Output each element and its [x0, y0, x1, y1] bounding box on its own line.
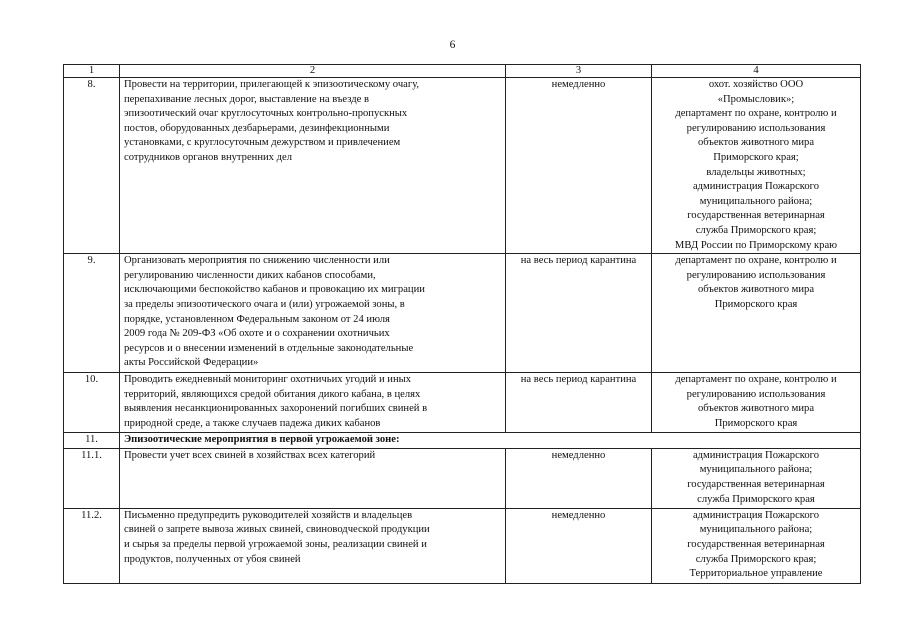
row-number: 11.	[64, 433, 120, 449]
measures-table	[63, 64, 861, 584]
header-cell: 4	[652, 65, 861, 78]
row-number: 8.	[64, 78, 120, 254]
row-number: 11.1.	[64, 448, 120, 508]
responsible-cell: администрация Пожарского муниципального района; государственная ветеринарная служба Приморского края; Территориальное управление	[652, 508, 861, 583]
table-row	[64, 448, 861, 508]
responsible-cell: охот. хозяйство ООО «Промысловик»; департамент по охране, контролю и регулированию использования объектов животного мира Приморского края; владельцы животных; администрация Пожарского муниципального района; государственная ветеринарная служба Приморского края; МВД России по Приморскому краю	[652, 78, 861, 254]
header-cell: 2	[120, 65, 506, 78]
action-cell: Организовать мероприятия по снижению численности или регулированию численности диких кабанов способами, исключающими беспокойство кабанов и провокацию их миграции за пределы эпизоотического очага и (или) угрожаемой зоны, в порядке, установленном Федеральным законом от 24 июля 2009 года № 209-ФЗ «Об охоте и о сохранении охотничьих ресурсов и о внесении изменений в отдельные законодательные акты Российской Федерации»	[120, 254, 506, 373]
action-cell: Письменно предупредить руководителей хозяйств и владельцев свиней о запрете вывоза живых свиней, свиноводческой продукции и сырья за пределы первой угрожаемой зоны, реализации свиней и продуктов, полученных от убоя свиней	[120, 508, 506, 583]
action-cell: Провести учет всех свиней в хозяйствах всех категорий	[120, 448, 506, 508]
term-cell: на весь период карантина	[506, 373, 652, 433]
action-cell: Провести на территории, прилегающей к эпизоотическому очагу, перепахивание лесных дорог, выставление на въезде в эпизоотический очаг круглосуточных контрольно-пропускных постов, оборудованных дезбарьерами, дезинфекционными установками, с круглосуточным дежурством и привлечением сотрудников органов внутренних дел	[120, 78, 506, 254]
table-header-row	[64, 65, 861, 78]
term-cell: немедленно	[506, 78, 652, 254]
term-cell: немедленно	[506, 508, 652, 583]
row-number: 9.	[64, 254, 120, 373]
table-row	[64, 373, 861, 433]
row-number: 10.	[64, 373, 120, 433]
header-cell: 1	[64, 65, 120, 78]
table-row	[64, 508, 861, 583]
section-row	[64, 433, 861, 449]
table-row	[64, 78, 861, 254]
section-title: Эпизоотические мероприятия в первой угрожаемой зоне:	[120, 433, 861, 449]
responsible-cell: департамент по охране, контролю и регулированию использования объектов животного мира Приморского края	[652, 373, 861, 433]
term-cell: на весь период карантина	[506, 254, 652, 373]
header-cell: 3	[506, 65, 652, 78]
responsible-cell: департамент по охране, контролю и регулированию использования объектов животного мира Приморского края	[652, 254, 861, 373]
term-cell: немедленно	[506, 448, 652, 508]
action-cell: Проводить ежедневный мониторинг охотничьих угодий и иных территорий, являющихся средой обитания дикого кабана, в целях выявления несанкционированных захоронений погибших свиней в природной среде, а также случаев падежа диких кабанов	[120, 373, 506, 433]
responsible-cell: администрация Пожарского муниципального района; государственная ветеринарная служба Приморского края	[652, 448, 861, 508]
table-row	[64, 254, 861, 373]
row-number: 11.2.	[64, 508, 120, 583]
page-number: 6	[449, 39, 456, 51]
